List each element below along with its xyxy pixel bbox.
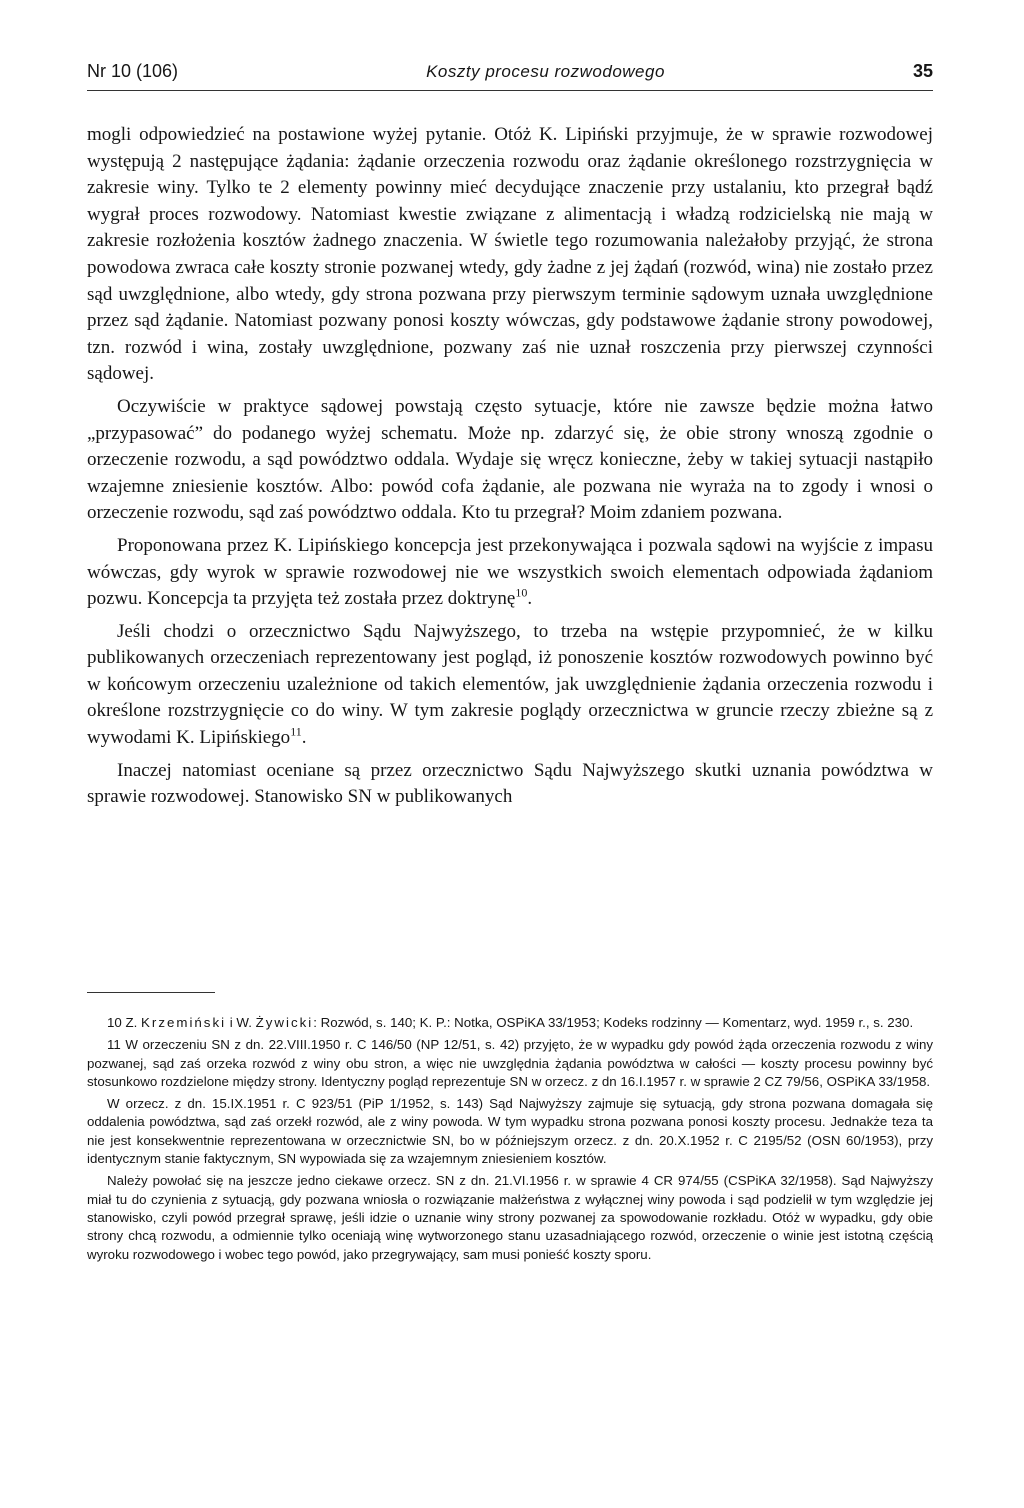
paragraph-5: Inaczej natomiast oceniane są przez orzecznictwo Sądu Najwyższego skutki uznania powództwa w sprawie rozwodowej. Stanowisko SN w publikowanych bbox=[87, 759, 933, 808]
footnote-11-paragraph-2: W orzecz. z dn. 15.IX.1951 r. C 923/51 (PiP 1/1952, s. 143) Sąd Najwyższy zajmuje się sytuacją, gdy strona pozwana domagała się oddalenia powództwa, sąd zaś orzekł rozwód, ale z winy powoda. W tym wypadku strona pozwana ponosi koszty procesu. Jednakże teza ta nie jest konsekwentnie reprezentowana w orzecznictwie SN, bo w późniejszym orzecz. z dn. 20.X.1952 r. C 2195/52 (OSN 60/1953), przy identycznym stanie faktycznym, SN wypowiada się za wzajemnym zniesieniem kosztów. bbox=[87, 1096, 933, 1167]
running-title: Koszty procesu rozwodowego bbox=[426, 62, 665, 81]
footnote-10-conj: i W. bbox=[229, 1015, 252, 1030]
running-header bbox=[87, 60, 933, 83]
footnote-10 bbox=[87, 1014, 933, 1032]
paragraph-4-text: Jeśli chodzi o orzecznictwo Sądu Najwyższego, to trzeba na wstępie przypomnieć, że w kilku publikowanych orzeczeniach reprezentowany jest pogląd, iż ponoszenie kosztów rozwodowych powinno być w końcowym orzeczeniu uzależnione od takich elementów, jak uwzględnienie żądania orzeczenia rozwodu i określone rozstrzygnięcie co do winy. W tym zakresie poglądy orzecznictwa w gruncie rzeczy zbieżne są z wywodami K. Lipińskiego bbox=[87, 620, 933, 749]
main-text bbox=[87, 122, 933, 817]
page-number: 35 bbox=[912, 61, 933, 81]
footnote-11 bbox=[87, 1036, 933, 1091]
journal-issue: Nr 10 (106) bbox=[87, 61, 179, 81]
header-rule bbox=[87, 90, 933, 91]
footnote-rule bbox=[87, 992, 215, 993]
paragraph-1: mogli odpowiedzieć na postawione wyżej pytanie. Otóż K. Lipiński przyjmuje, że w sprawie rozwodowej występują 2 następujące żądania: żądanie orzeczenia rozwodu oraz żądanie określonego rozstrzygnięcia w zakresie winy. Tylko te 2 elementy powinny mieć decydujące znaczenie przy ustalaniu, kto przegrał bądź wygrał proces rozwodowy. Natomiast kwestie związane z alimentacją i władzą rodzicielską nie mają w zakresie rozłożenia kosztów żadnego znaczenia. W świetle tego rozumowania należałoby przyjąć, że strona powodowa zwraca całe koszty stronie pozwanej wtedy, gdy żadne z jej żądań (rozwód, wina) nie zostało przez sąd uwzględnione, albo wtedy, gdy strona pozwana przy pierwszym terminie sądowym uznała uwzględnione przez sąd żądanie. Natomiast pozwany ponosi koszty wówczas, gdy podstawowe żądanie strony powodowej, tzn. rozwód i wina, zostały uwzględnione, pozwany zaś nie uznał roszczenia przy pierwszej czynności sądowej. bbox=[87, 124, 933, 385]
paragraph-4 bbox=[87, 619, 933, 752]
paragraph-3 bbox=[87, 533, 933, 613]
paragraph-3-text: Proponowana przez K. Lipińskiego koncepcja jest przekonywająca i pozwala sądowi na wyjście z impasu wówczas, gdy wyrok w sprawie rozwodowej nie we wszystkich swoich elementach odpowiada żądaniom pozwu. Koncepcja ta przyjęta też została przez doktrynę bbox=[87, 534, 933, 610]
paragraph-3-end: . bbox=[527, 588, 533, 610]
footnotes bbox=[87, 1014, 933, 1268]
footnote-11-number: 11 bbox=[107, 1037, 121, 1053]
footnote-10-author-2: Żywicki bbox=[255, 1015, 314, 1030]
footnote-10-author-1: Krzemiński bbox=[141, 1015, 227, 1030]
footnote-11-text: W orzeczeniu SN z dn. 22.VIII.1950 r. C 146/50 (NP 12/51, s. 42) przyjęto, że w wypadku gdy powód żąda orzeczenia rozwodu z winy pozwanej, sąd zaś orzeka rozwód z winy obu stron, a więc nie uwzględnia żądania powództwa w całości — koszty procesu powinny być stosunkowo rozdzielone między strony. Identyczny pogląd reprezentuje SN w orzecz. z dn 16.I.1957 r. w sprawie 2 CZ 79/56, OSPiKA 33/1958. bbox=[87, 1037, 933, 1089]
footnote-ref-11: 11 bbox=[290, 724, 302, 739]
footnote-10-prefix: Z. bbox=[125, 1015, 138, 1030]
footnote-10-text: : Rozwód, s. 140; K. P.: Notka, OSPiKA 33/1953; Kodeks rodzinny — Komentarz, wyd. 1959 r., s. 230. bbox=[313, 1015, 914, 1030]
paragraph-2: Oczywiście w praktyce sądowej powstają często sytuacje, które nie zawsze będzie można łatwo „przypasować” do podanego wyżej schematu. Może np. zdarzyć się, że obie strony wnoszą zgodnie o orzeczenie rozwodu, a sąd powództwo oddala. Wydaje się wręcz konieczne, żeby w takiej sytuacji nastąpiło wzajemne zniesienie kosztów. Albo: powód cofa żądanie, ale pozwana nie wyraża na to zgody i wnosi o orzeczenie rozwodu, sąd zaś powództwo oddala. Kto tu przegrał? Moim zdaniem pozwana. bbox=[87, 395, 933, 524]
footnote-11-paragraph-3: Należy powołać się na jeszcze jedno ciekawe orzecz. SN z dn. 21.VI.1956 r. w sprawie 4 CR 974/55 (CSPiKA 32/1958). Sąd Najwyższy miał tu do czynienia z sytuacją, gdy pozwana wniosła o rozwiązanie małżeństwa z wyłącznej winy powoda i sąd podzielił w tym względzie jej stanowisko, czyli powód przegrał sprawę, jeśli idzie o uznanie winy strony pozwanej za spowodowanie rozkładu. Otóż w wypadku, gdy obie strony chcą rozwodu, a odmiennie tylko oceniają winę wytworzonego stanu uzasadniającego rozwód, orzeczenie o winie jest istotną częścią wyroku rozwodowego i wobec tego powód, jako przegrywający, sam musi ponieść koszty sporu. bbox=[87, 1173, 933, 1262]
footnote-10-number: 10 bbox=[107, 1015, 122, 1030]
footnote-ref-10: 10 bbox=[515, 585, 528, 600]
paragraph-4-end: . bbox=[301, 727, 307, 749]
